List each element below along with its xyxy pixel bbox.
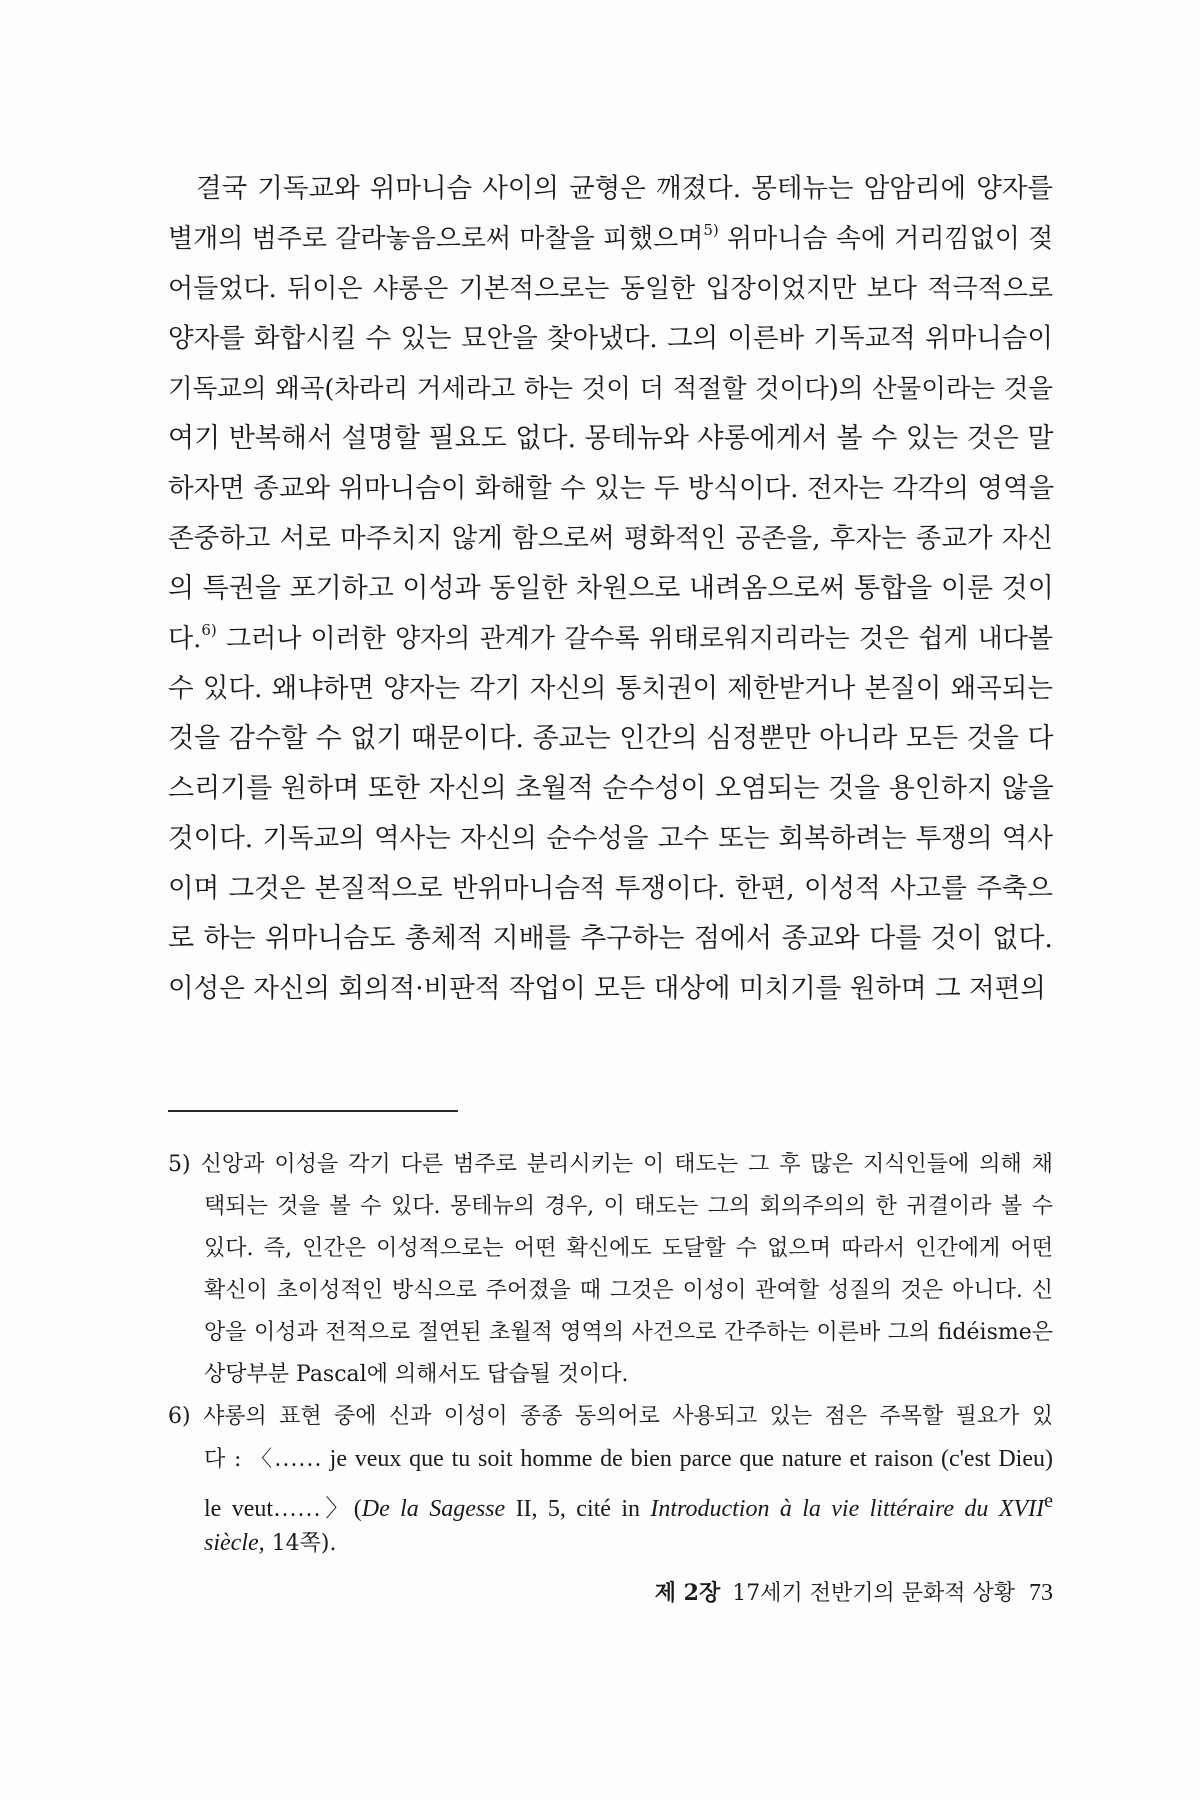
book-title: Introduction à la vie littéraire du XVII: [650, 1496, 1045, 1522]
body-line: 어들었다. 뒤이은 샤롱은 기본적으로는 동일한 입장이었지만 보다 적극적으로: [168, 274, 1053, 304]
superscript-e: e: [1044, 1490, 1054, 1512]
quotation-text: …… je veux que tu soit homme de bien parce que nature et raison (c'est Dieu): [273, 1446, 1053, 1472]
footnote-line: [168, 1480, 1053, 1522]
footnote-ref-5[interactable]: 5): [703, 221, 719, 239]
body-line: 수 있다. 왜냐하면 양자는 각기 자신의 통치권이 제한받거나 본질이 왜곡되는: [168, 673, 1053, 704]
citation-text: 14쪽).: [264, 1531, 337, 1556]
page-number: 73: [1029, 1580, 1053, 1606]
footnote-line: [168, 1438, 1053, 1480]
footnote-line: 확신이 초이성적인 방식으로 주어졌을 때 그것은 이성이 관여할 성질의 것은 아니다. 신: [204, 1278, 1053, 1303]
body-line: [168, 614, 1053, 664]
footnote-separator: [168, 1110, 458, 1112]
footnote-line: [168, 1522, 1053, 1564]
body-line: 것을 감수할 수 없기 때문이다. 종교는 인간의 심정뿐만 아니라 모든 것을 다: [168, 723, 1054, 754]
footnote-line: [168, 1144, 1053, 1186]
footnote-text: 샤롱의 표현 중에 신과 이성이 종종 동의어로 사용되고 있는 점은 주목할 필요가 있: [202, 1404, 1053, 1429]
citation-text: II, 5, cité in: [505, 1496, 651, 1522]
body-line: 것이다. 기독교의 역사는 자신의 순수성을 고수 또는 회복하려는 투쟁의 역사: [168, 823, 1053, 854]
quotation-text: le veut……〉(: [204, 1496, 362, 1522]
footnotes: [168, 1144, 1053, 1564]
footnote-marker: 5): [168, 1152, 191, 1177]
chapter-title: 17세기 전반기의 문화적 상황: [732, 1581, 1015, 1606]
footnote-line: 앙을 이성과 전적으로 절연된 초월적 영역의 사건으로 간주하는 이른바 그의 fidéisme은: [204, 1320, 1053, 1345]
body-line: 이며 그것은 본질적으로 반위마니슴적 투쟁이다. 한편, 이성적 사고를 주축으: [168, 873, 1053, 904]
body-line: 결국 기독교와 위마니슴 사이의 균형은 깨졌다. 몽테뉴는 암암리에 양자를: [196, 173, 1053, 204]
body-line: 존중하고 서로 마주치지 않게 함으로써 평화적인 공존을, 후자는 종교가 자신: [168, 523, 1053, 554]
footnote-ref-6[interactable]: 6): [201, 621, 217, 639]
chapter-label: 제 2장: [654, 1580, 721, 1606]
body-line-text: 그러나 이러한 양자의 관계가 갈수록 위태로워지리라는 것은 쉽게 내다볼: [216, 624, 1053, 654]
body-line: 이성은 자신의 회의적·비판적 작업이 모든 대상에 미치기를 원하며 그 저편의: [168, 973, 1046, 1004]
body-line: 로 하는 위마니슴도 총체적 지배를 추구하는 점에서 종교와 다를 것이 없다.: [168, 923, 1053, 954]
body-line-text: 별개의 범주로 갈라놓음으로써 마찰을 피했으며: [168, 224, 704, 254]
footnote-line: 상당부분 Pascal에 의해서도 답습될 것이다.: [204, 1362, 629, 1387]
body-text: [168, 164, 1053, 1014]
body-line: 스리기를 원하며 또한 자신의 초월적 순수성이 오염되는 것을 용인하지 않을: [168, 773, 1054, 804]
footnote-6: [168, 1396, 1053, 1564]
footnote-5: [168, 1144, 1053, 1396]
footnote-text: 신앙과 이성을 각기 다른 범주로 분리시키는 이 태도는 그 후 많은 지식인들에 의해 채: [200, 1152, 1054, 1177]
body-line: 기독교의 왜곡(차라리 거세라고 하는 것이 더 적절할 것이다)의 산물이라는 것을: [168, 374, 1053, 404]
body-line: 하자면 종교와 위마니슴이 화해할 수 있는 두 방식이다. 전자는 각각의 영역을: [168, 473, 1055, 504]
footnote-line: [168, 1396, 1053, 1438]
work-title: De la Sagesse: [361, 1496, 506, 1522]
body-line-text: 위마니슴 속에 거리낌없이 젖: [718, 224, 1054, 254]
body-line: 양자를 화합시킬 수 있는 묘안을 찾아냈다. 그의 이른바 기독교적 위마니슴이: [168, 323, 1053, 354]
body-line-text: 다.: [168, 624, 202, 654]
body-line: 의 특권을 포기하고 이성과 동일한 차원으로 내려옴으로써 통합을 이룬 것이: [168, 573, 1054, 604]
footnote-line: 있다. 즉, 인간은 이성적으로는 어떤 확신에도 도달할 수 없으며 따라서 인간에게 어떤: [204, 1236, 1053, 1261]
footnote-marker: 6): [168, 1404, 191, 1429]
body-line: 여기 반복해서 설명할 필요도 없다. 몽테뉴와 샤롱에게서 볼 수 있는 것은 말: [168, 423, 1054, 454]
footnote-text: 다 : 〈: [204, 1447, 274, 1472]
body-line: [168, 214, 1053, 264]
running-footer: [610, 1576, 1053, 1607]
book-title: siècle,: [204, 1530, 265, 1556]
footnote-line: 택되는 것을 볼 수 있다. 몽테뉴의 경우, 이 태도는 그의 회의주의의 한 귀결이라 볼 수: [204, 1194, 1053, 1219]
